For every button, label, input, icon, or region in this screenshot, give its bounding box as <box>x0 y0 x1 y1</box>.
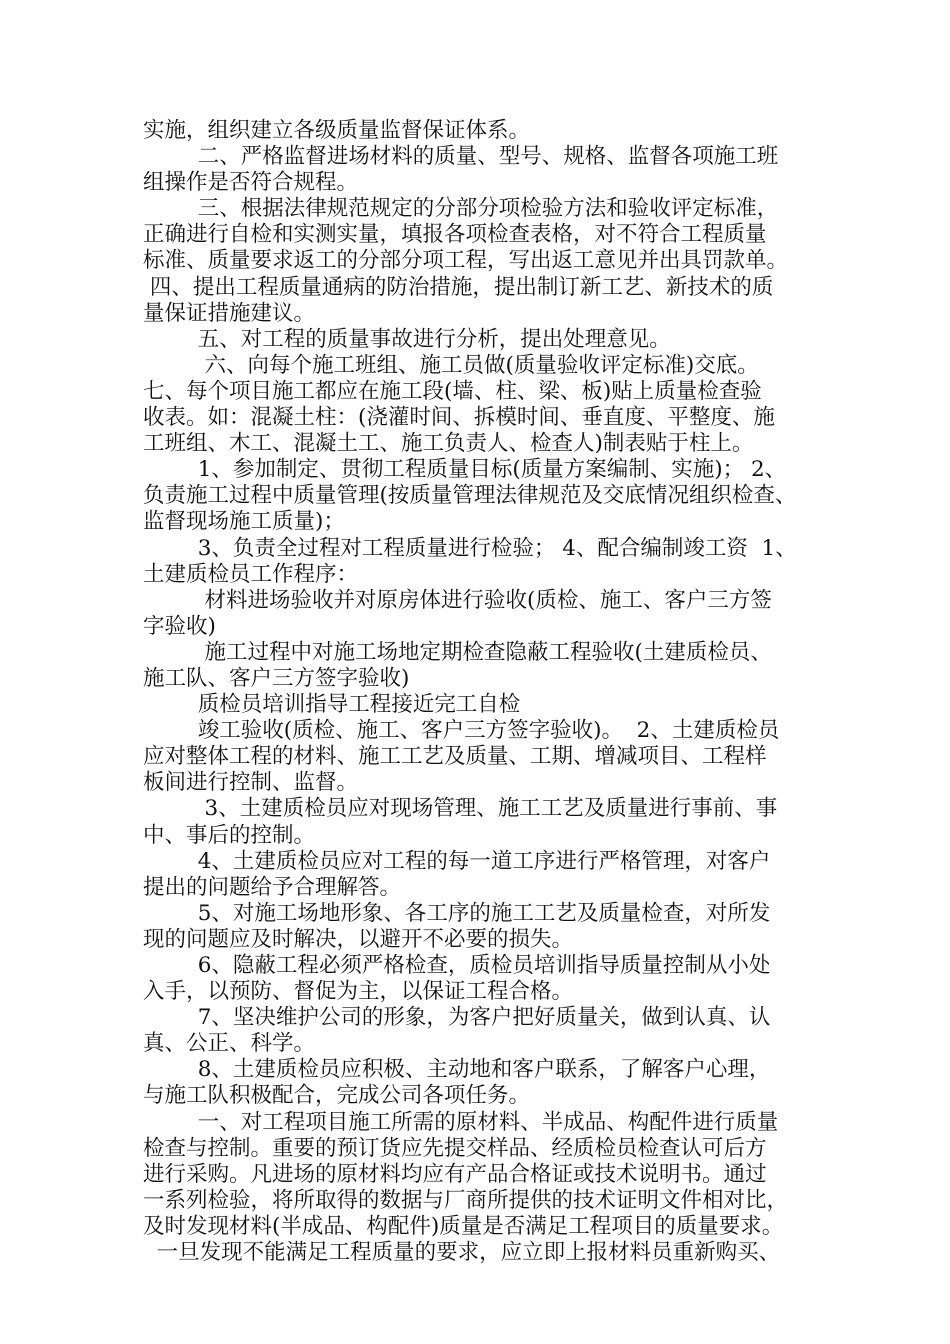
text-line: 材料进场验收并对原房体进行验收(质检、施工、客户三方签 <box>143 587 772 613</box>
text-line: 收表。如：混凝土柱：(浇灌时间、拆模时间、垂直度、平整度、施 <box>143 405 775 431</box>
text-line: 入手，以预防、督促为主，以保证工程合格。 <box>143 979 574 1005</box>
text-line: 1、参加制定、贯彻工程质量目标(质量方案编制、实施)； 2、 <box>143 457 787 483</box>
text-line: 标准、质量要求返工的分部分项工程，写出返工意见并出具罚款单。 <box>143 248 789 274</box>
text-line: 应对整体工程的材料、施工工艺及质量、工期、增减项目、工程样 <box>143 744 767 770</box>
text-line: 量保证措施建议。 <box>143 300 316 326</box>
text-line: 四、提出工程质量通病的防治措施，提出制订新工艺、新技术的质 <box>143 274 774 300</box>
text-line: 六、向每个施工班组、施工员做(质量验收评定标准)交底。 <box>143 352 759 378</box>
text-line: 及时发现材料(半成品、构配件)质量是否满足工程项目的质量要求。 <box>143 1213 784 1239</box>
text-line: 一系列检验，将所取得的数据与厂商所提供的技术证明文件相对比， <box>143 1187 789 1213</box>
text-line: 土建质检员工作程序： <box>143 561 359 587</box>
text-line: 施工队、客户三方签字验收) <box>143 665 410 691</box>
text-line: 8、土建质检员应积极、主动地和客户联系，了解客户心理， <box>143 1057 771 1083</box>
text-line: 竣工验收(质检、施工、客户三方签字验收)。 2、土建质检员 <box>143 718 780 744</box>
text-line: 组操作是否符合规程。 <box>143 170 359 196</box>
text-line: 6、隐蔽工程必须严格检查，质检员培训指导质量控制从小处 <box>143 953 771 978</box>
text-line: 检查与控制。重要的预订货应先提交样品、经质检员检查认可后方 <box>143 1135 767 1161</box>
text-line: 进行采购。凡进场的原材料均应有产品合格证或技术说明书。通过 <box>143 1161 767 1187</box>
text-line: 板间进行控制、监督。 <box>143 770 359 796</box>
text-line: 一、对工程项目施工所需的原材料、半成品、构配件进行质量 <box>143 1109 779 1135</box>
text-line: 二、严格监督进场材料的质量、型号、规格、监督各项施工班 <box>143 144 779 170</box>
text-line: 5、对施工场地形象、各工序的施工工艺及质量检查，对所发 <box>143 900 771 926</box>
text-line: 质检员培训指导工程接近完工自检 <box>143 692 521 718</box>
text-line: 7、坚决维护公司的形象，为客户把好质量关，做到认真、认 <box>143 1005 771 1031</box>
text-line: 实施，组织建立各级质量监督保证体系。 <box>143 118 531 143</box>
text-line: 3、负责全过程对工程质量进行检验； 4、配合编制竣工资 1、 <box>143 535 797 561</box>
text-line: 字验收) <box>143 613 216 639</box>
text-line: 中、事后的控制。 <box>143 822 316 848</box>
text-line: 正确进行自检和实测实量，填报各项检查表格，对不符合工程质量 <box>143 222 767 248</box>
document-body <box>143 118 823 1266</box>
text-line: 一旦发现不能满足工程质量的要求，应立即上报材料员重新购买、 <box>143 1240 781 1266</box>
text-line: 3、土建质检员应对现场管理、施工工艺及质量进行事前、事 <box>143 796 778 822</box>
text-line: 4、土建质检员应对工程的每一道工序进行严格管理，对客户 <box>143 848 771 874</box>
text-line: 提出的问题给予合理解答。 <box>143 874 402 900</box>
text-line: 真、公正、科学。 <box>143 1031 316 1057</box>
text-line: 负责施工过程中质量管理(按质量管理法律规范及交底情况组织检查、 <box>143 483 797 509</box>
text-line: 监督现场施工质量)； <box>143 509 345 535</box>
text-line: 三、根据法律规范规定的分部分项检验方法和验收评定标准， <box>143 196 779 222</box>
text-line: 现的问题应及时解决，以避开不必要的损失。 <box>143 926 574 952</box>
text-line: 七、每个项目施工都应在施工段(墙、柱、梁、板)贴上质量检查验 <box>143 378 762 404</box>
text-line: 五、对工程的质量事故进行分析，提出处理意见。 <box>143 326 671 352</box>
text-line: 施工过程中对施工场地定期检查隐蔽工程验收(土建质检员、 <box>143 639 772 665</box>
text-line: 与施工队积极配合，完成公司各项任务。 <box>143 1083 531 1109</box>
text-line: 工班组、木工、混凝土工、施工负责人、检查人)制表贴于柱上。 <box>143 431 754 457</box>
